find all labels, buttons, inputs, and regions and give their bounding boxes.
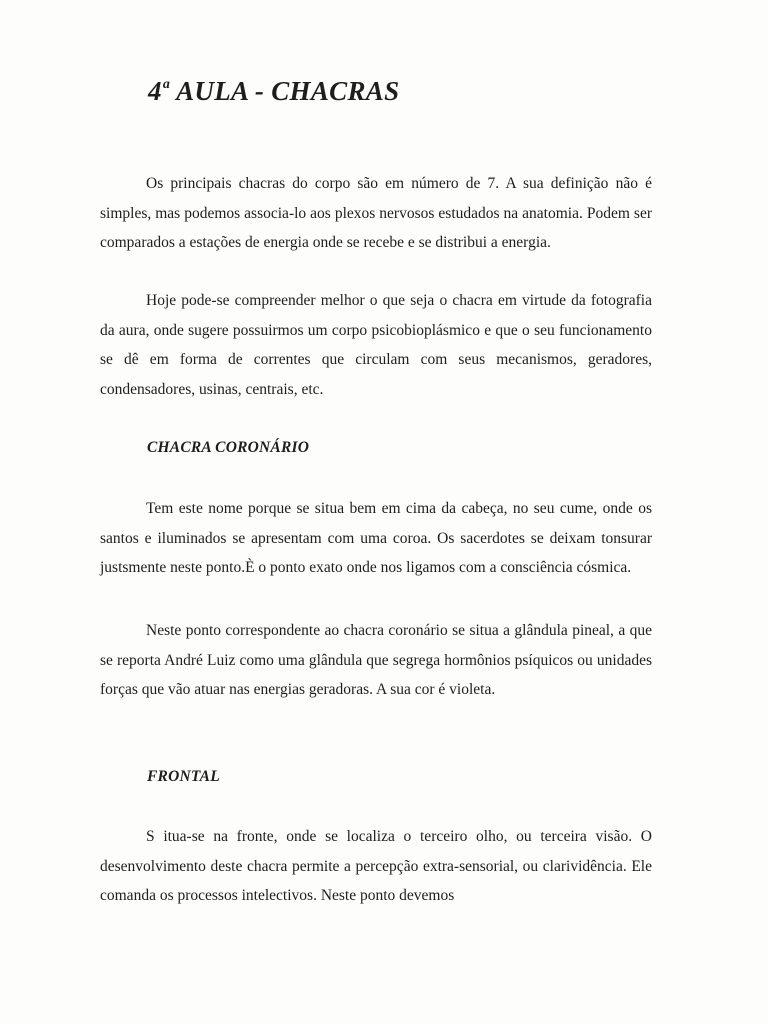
paragraph-coronario-pineal: Neste ponto correspondente ao chacra coronário se situa a glândula pineal, a que se reporta André Luiz como uma glândula que segrega hormônios psíquicos ou unidades forças que vão atuar nas energias geradoras. A sua cor é violeta. xyxy=(100,622,652,698)
section-heading-coronario: CHACRA CORONÁRIO xyxy=(147,439,310,456)
paragraph-aura: Hoje pode-se compreender melhor o que seja o chacra em virtude da fotografia da aura, onde sugere possuirmos um corpo psicobioplásmico e que o seu funcionamento se dê em forma de correntes que circulam com seus mecanismos, geradores, condensadores, usinas, centrais, etc. xyxy=(100,292,652,398)
paragraph-intro: Os principais chacras do corpo são em número de 7. A sua definição não é simples, mas podemos associa-lo aos plexos nervosos estudados na anatomia. Podem ser comparados a estações de energia onde se recebe e se distribui a energia. xyxy=(100,175,652,251)
section-heading-frontal: FRONTAL xyxy=(147,768,220,785)
title-ordinal: a xyxy=(162,77,171,92)
paragraph-frontal: S itua-se na fronte, onde se localiza o terceiro olho, ou terceira visão. O desenvolvimento deste chacra permite a percepção extra-sensorial, ou clarividência. Ele comanda os processos intelectivos. Neste ponto devemos xyxy=(100,828,652,904)
title-text: AULA - CHACRAS xyxy=(176,76,400,106)
title-number: 4 xyxy=(148,76,162,106)
paragraph-coronario-location: Tem este nome porque se situa bem em cima da cabeça, no seu cume, onde os santos e iluminados se apresentam com uma coroa. Os sacerdotes se deixam tonsurar justsmente neste ponto.È o ponto exato onde nos ligamos com a consciência cósmica. xyxy=(100,500,652,576)
page-title xyxy=(148,76,399,107)
